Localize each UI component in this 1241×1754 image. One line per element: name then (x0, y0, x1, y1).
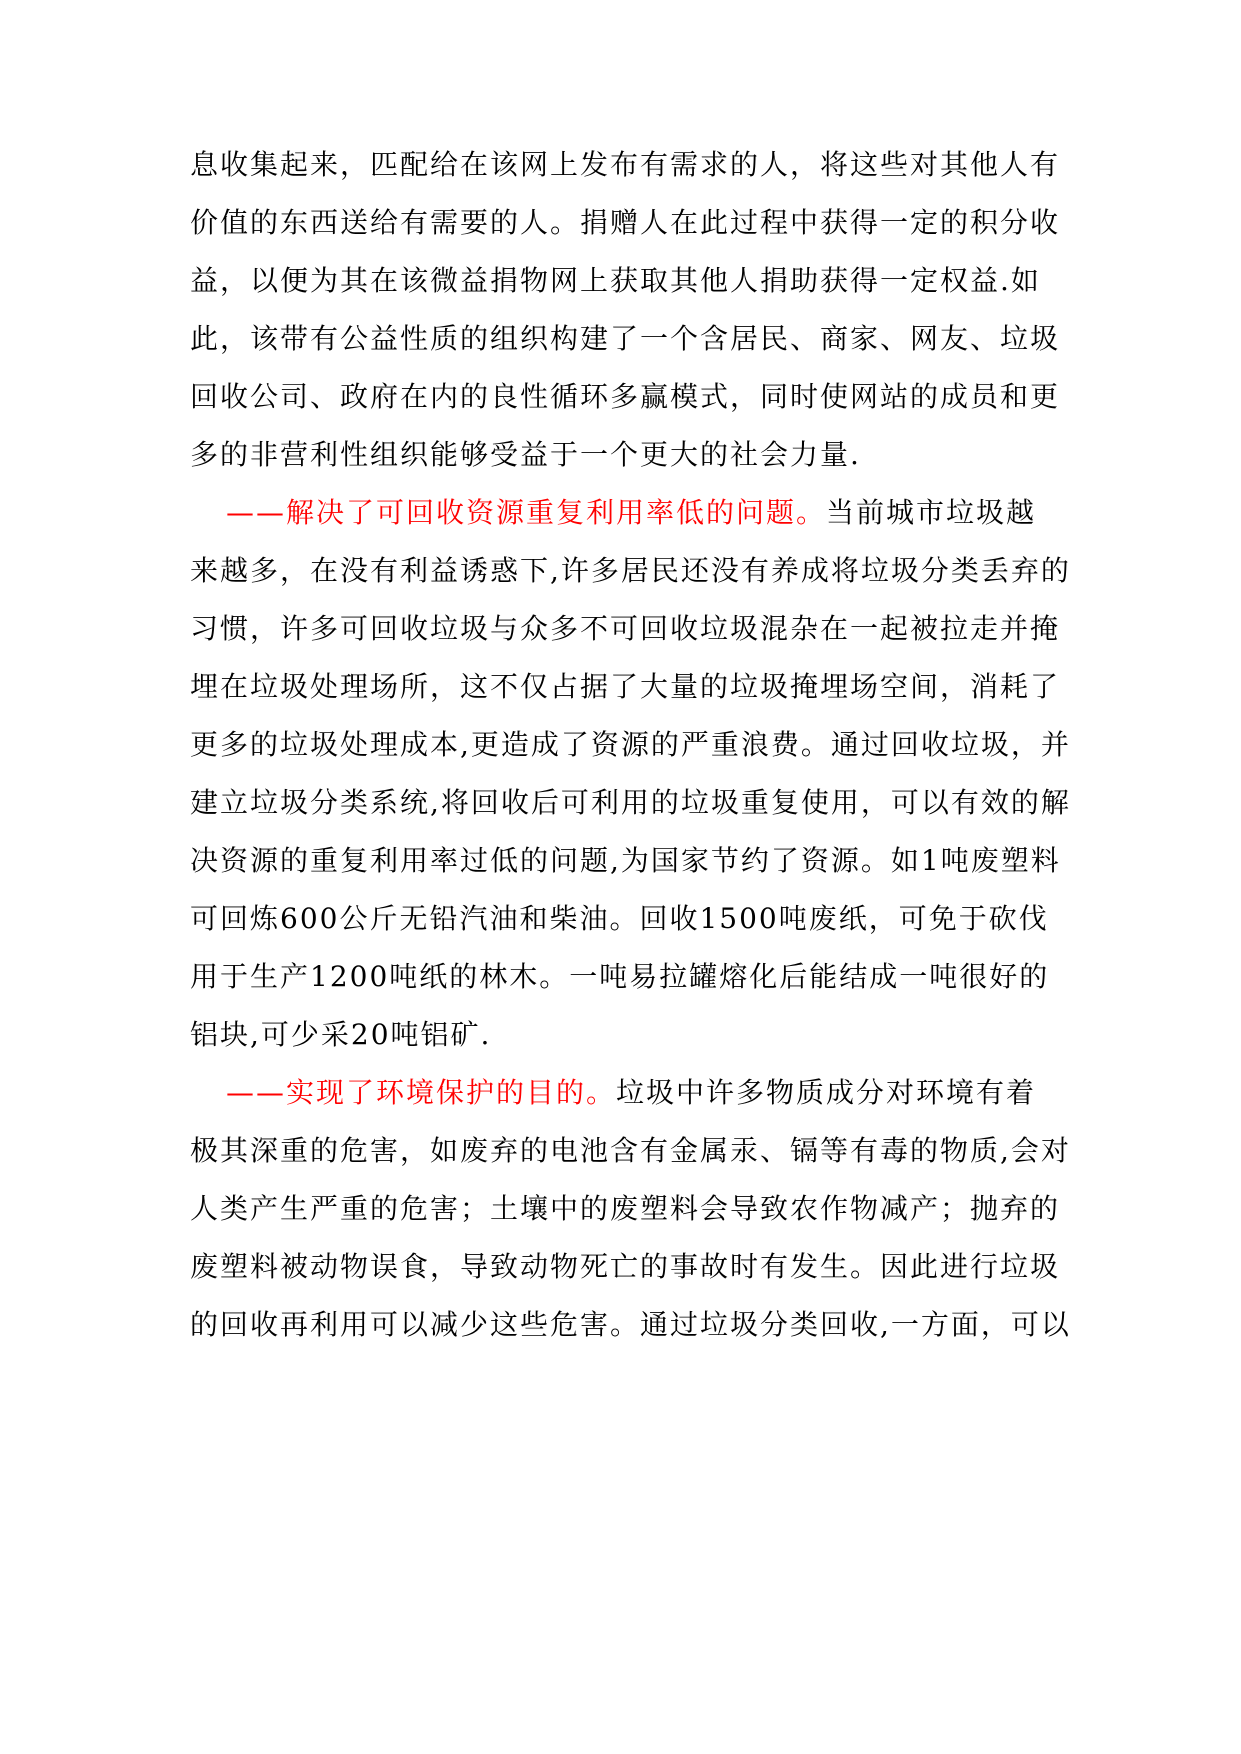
paragraph-line: 回收公司、政府在内的良性循环多赢模式，同时使网站的成员和更 (190, 380, 1061, 413)
paragraph-line: 价值的东西送给有需要的人。捐赠人在此过程中获得一定的积分收 (190, 206, 1061, 239)
paragraph-line: 建立垃圾分类系统,将回收后可利用的垃圾重复使用，可以有效的解 (190, 786, 1071, 819)
paragraph-line: 更多的垃圾处理成本,更造成了资源的严重浪费。通过回收垃圾，并 (190, 728, 1071, 761)
paragraph-line: 此，该带有公益性质的组织构建了一个含居民、商家、网友、垃圾 (190, 322, 1061, 355)
paragraph-line: 极其深重的危害，如废弃的电池含有金属汞、镉等有毒的物质,会对 (190, 1134, 1071, 1167)
paragraph-line: 习惯，许多可回收垃圾与众多不可回收垃圾混杂在一起被拉走并掩 (190, 612, 1061, 645)
paragraph-line: 用于生产1200吨纸的林木。一吨易拉罐熔化后能结成一吨很好的 (190, 960, 1050, 993)
paragraph-line: 废塑料被动物误食，导致动物死亡的事故时有发生。因此进行垃圾 (190, 1250, 1061, 1283)
paragraph-line: 的回收再利用可以减少这些危害。通过垃圾分类回收,一方面，可以 (190, 1308, 1071, 1341)
paragraph-text: 垃圾中许多物质成分对环境有着 (616, 1076, 1037, 1109)
paragraph-line: 来越多，在没有利益诱惑下,许多居民还没有养成将垃圾分类丢弃的 (190, 554, 1071, 587)
paragraph-line: 埋在垃圾处理场所，这不仅占据了大量的垃圾掩埋场空间，消耗了 (190, 670, 1061, 703)
paragraph-line: 益，以便为其在该微益捐物网上获取其他人捐助获得一定权益.如 (190, 264, 1041, 297)
section-heading-line (226, 493, 1060, 533)
paragraph-line: 多的非营利性组织能够受益于一个更大的社会力量. (190, 438, 861, 471)
paragraph-line: 决资源的重复利用率过低的问题,为国家节约了资源。如1吨废塑料 (190, 844, 1061, 877)
paragraph-line: 可回炼600公斤无铅汽油和柴油。回收1500吨废纸，可免于砍伐 (190, 902, 1049, 935)
section-heading-environment: ——实现了环境保护的目的。 (226, 1076, 617, 1109)
paragraph-line: 人类产生严重的危害；土壤中的废塑料会导致农作物减产；抛弃的 (190, 1192, 1061, 1225)
paragraph-line: 息收集起来，匹配给在该网上发布有需求的人，将这些对其他人有 (190, 148, 1061, 181)
paragraph-line: 铝块,可少采20吨铝矿. (190, 1018, 492, 1051)
section-heading-line (226, 1073, 1060, 1113)
paragraph-text: 当前城市垃圾越 (826, 496, 1037, 529)
section-heading-resource-reuse: ——解决了可回收资源重复利用率低的问题。 (226, 496, 827, 529)
